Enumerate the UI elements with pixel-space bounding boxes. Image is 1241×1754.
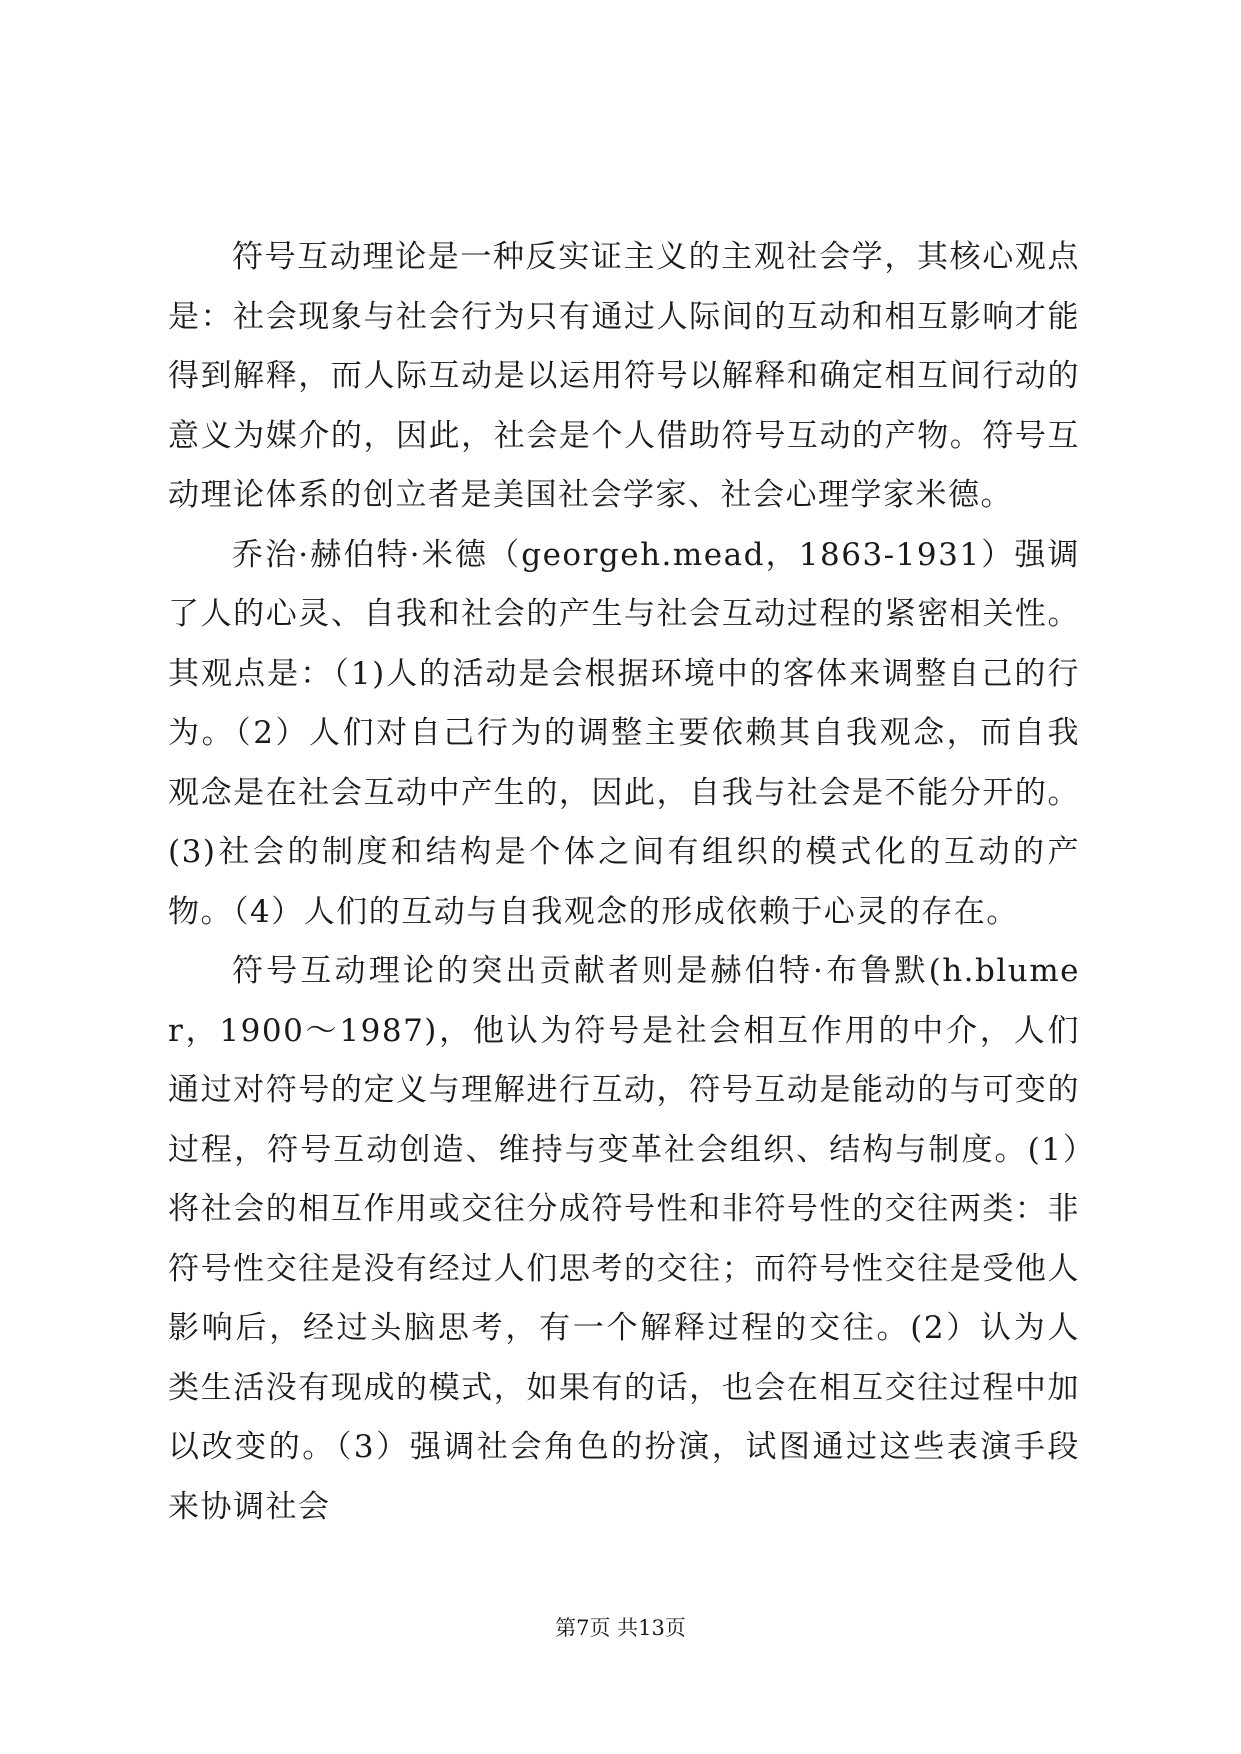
body-text	[168, 228, 1080, 1537]
paragraph-blumer: 符号互动理论的突出贡献者则是赫伯特·布鲁默(h.blumer，1900～1987)，他认为符号是社会相互作用的中介，人们通过对符号的定义与理解进行互动，符号互动是能动的与可变的过程，符号互动创造、维持与变革社会组织、结构与制度。(1）将社会的相互作用或交往分成符号性和非符号性的交往两类：非符号性交往是没有经过人们思考的交往；而符号性交往是受他人影响后，经过头脑思考，有一个解释过程的交往。(2）认为人类生活没有现成的模式，如果有的话，也会在相互交往过程中加以改变的。（3）强调社会角色的扮演，试图通过这些表演手段来协调社会	[168, 953, 1080, 1525]
paragraph-mead: 乔治·赫伯特·米德（georgeh.mead，1863-1931）强调了人的心灵、自我和社会的产生与社会互动过程的紧密相关性。其观点是：（1)人的活动是会根据环境中的客体来调整自己的行为。（2）人们对自己行为的调整主要依赖其自我观念，而自我观念是在社会互动中产生的，因此，自我与社会是不能分开的。(3)社会的制度和结构是个体之间有组织的模式化的互动的产物。（4）人们的互动与自我观念的形成依赖于心灵的存在。	[168, 536, 1080, 930]
page-number-footer: 第7页 共13页	[555, 1616, 686, 1640]
paragraph-symbolic-interaction-definition: 符号互动理论是一种反实证主义的主观社会学，其核心观点是：社会现象与社会行为只有通过人际间的互动和相互影响才能得到解释，而人际互动是以运用符号以解释和确定相互间行动的意义为媒介的，因此，社会是个人借助符号互动的产物。符号互动理论体系的创立者是美国社会学家、社会心理学家米德。	[168, 239, 1080, 513]
